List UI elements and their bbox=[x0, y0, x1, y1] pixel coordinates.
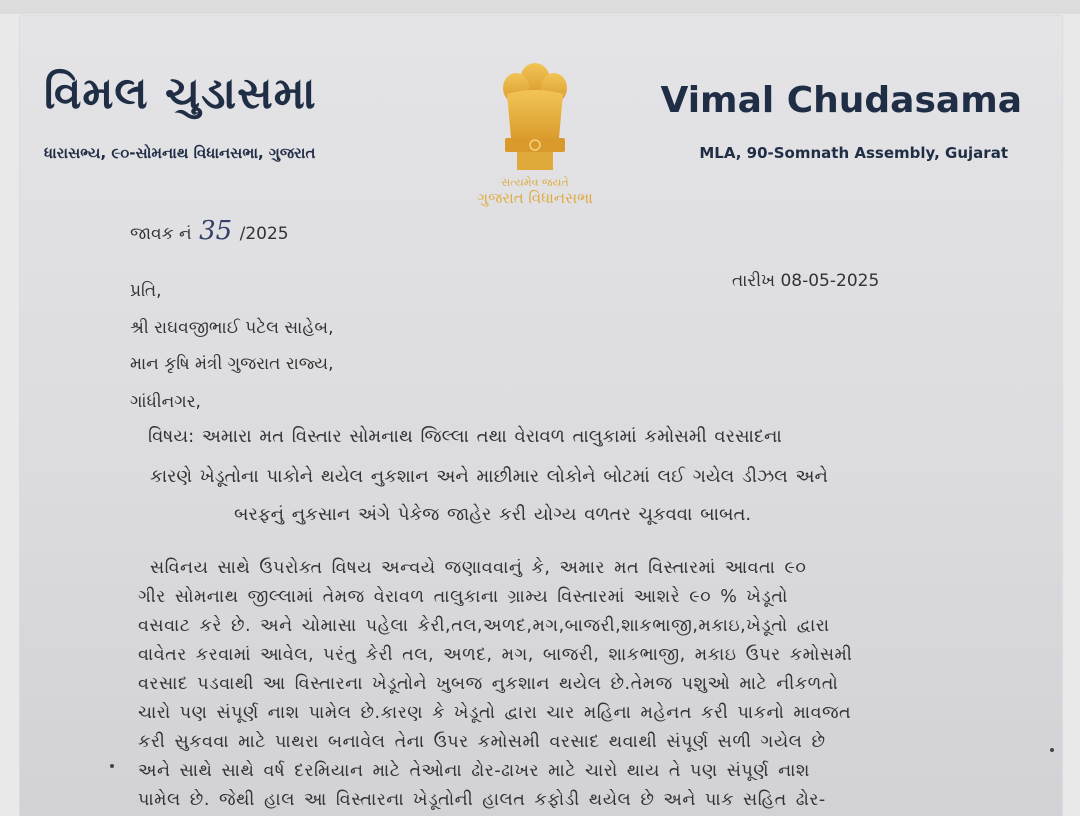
reference-number bbox=[130, 216, 289, 246]
recipient-greeting: પ્રતિ, bbox=[130, 281, 162, 301]
reference-handwritten-number: 35 bbox=[199, 216, 233, 246]
ashoka-emblem-icon bbox=[485, 54, 585, 182]
body-line: ચારો પણ સંપૂર્ણ નાશ પામેલ છે.કારણ કે ખેડૂતો દ્વારા ચાર મહિના મહેનત કરી પાકનો માવજત bbox=[138, 703, 852, 723]
letterhead-name-gujarati: વિમલ ચુડાસમા bbox=[44, 68, 317, 119]
paper-speck bbox=[110, 764, 114, 768]
subject-line: વિષય: અમારા મત વિસ્તાર સોમનાથ જિલ્લા તથા વેરાવળ તાલુકામાં કમોસમી વરસાદના bbox=[148, 426, 782, 447]
recipient-title: માન કૃષિ મંત્રી ગુજરાત રાજ્ય, bbox=[130, 354, 334, 374]
letter-page bbox=[20, 16, 1062, 816]
emblem-caption bbox=[450, 176, 620, 207]
emblem-motto: સત્યમેવ જયતે bbox=[501, 176, 569, 189]
body-line: વરસાદ પડવાથી આ વિસ્તારના ખેડૂતોને ખુબજ નુકશાન થયેલ છે.તેમજ પશુઓ માટે નીકળતો bbox=[138, 674, 839, 694]
subject-line: બરફનું નુકસાન અંગે પેકેજ જાહેર કરી યોગ્ય વળતર ચૂકવવા બાબત. bbox=[234, 504, 752, 525]
letterhead-name-english: Vimal Chudasama bbox=[660, 80, 1022, 121]
emblem-label: ગુજરાત વિધાનસભા bbox=[477, 189, 593, 208]
body-line: કરી સુકવવા માટે પાથરા બનાવેલ તેના ઉપર કમોસમી વરસાદ થવાથી સંપૂર્ણ સળી ગયેલ છે bbox=[138, 732, 826, 752]
subject-line: કારણે ખેડૂતોના પાકોને થયેલ નુકશાન અને માછીમાર લોકોને બોટમાં લઈ ગયેલ ડીઝલ અને bbox=[150, 466, 828, 487]
body-line: પામેલ છે. જેથી હાલ આ વિસ્તારના ખેડૂતોની હાલત કફોડી થયેલ છે અને પાક સહિત ઢોર- bbox=[138, 790, 826, 810]
letter-date: તારીખ 08-05-2025 bbox=[732, 271, 880, 291]
reference-prefix: જાવક નં bbox=[130, 224, 192, 244]
reference-year: /2025 bbox=[239, 224, 289, 244]
paper-speck bbox=[1050, 748, 1054, 752]
top-bar bbox=[0, 0, 1080, 14]
body-line: વસવાટ કરે છે. અને ચોમાસા પહેલા કેરી,તલ,અળદ,મગ,બાજરી,શાકભાજી,મકાઇ,ખેડૂતો દ્વારા bbox=[138, 616, 830, 636]
body-line: વાવેતર કરવામાં આવેલ, પરંતુ કેરી તલ, અળદ, મગ, બાજરી, શાકભાજી, મકાઇ ઉપર કમોસમી bbox=[138, 645, 853, 665]
body-line: સવિનય સાથે ઉપરોક્ત વિષય અન્વયે જણાવવાનું કે, અમાર મત વિસ્તારમાં આવતા ૯૦ bbox=[150, 558, 807, 578]
recipient-name: શ્રી રાઘવજીભાઈ પટેલ સાહેબ, bbox=[130, 318, 334, 338]
letterhead-designation-english: MLA, 90-Somnath Assembly, Gujarat bbox=[699, 144, 1008, 162]
body-line: ગીર સોમનાથ જીલ્લામાં તેમજ વેરાવળ તાલુકાના ગ્રામ્ય વિસ્તારમાં આશરે ૯૦ % ખેડૂતો bbox=[138, 587, 788, 607]
letterhead-designation-gujarati: ધારાસભ્ય, ૯૦-સોમનાથ વિધાનસભા, ગુજરાત bbox=[44, 144, 316, 162]
recipient-city: ગાંધીનગર, bbox=[130, 392, 201, 412]
body-line: અને સાથે સાથે વર્ષ દરમિયાન માટે તેઓના ઢોર-ઢાખર માટે ચારો થાય તે પણ સંપૂર્ણ નાશ bbox=[138, 761, 810, 781]
